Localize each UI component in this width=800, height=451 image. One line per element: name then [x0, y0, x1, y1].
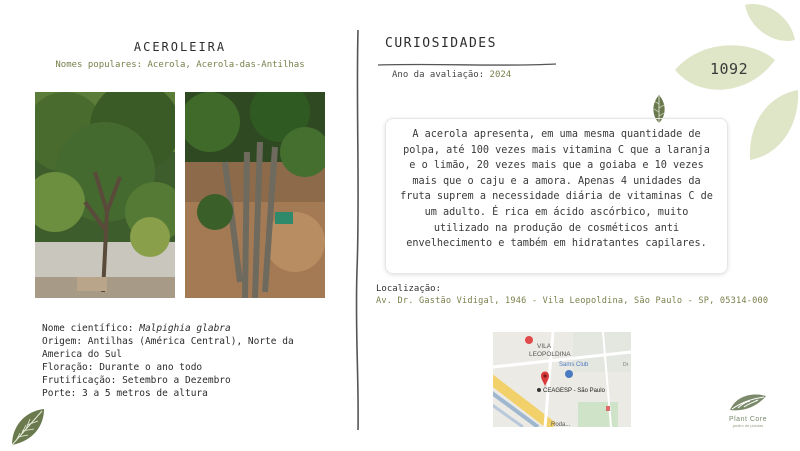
plant-name: ACEROLEIRA: [133, 40, 227, 54]
location-map[interactable]: [493, 332, 631, 427]
brand-tagline: jardim de plantas: [732, 423, 764, 428]
scientific-name-line: Nome científico: Malpighia glabra: [42, 323, 231, 334]
popular-names: Nomes populares: Acerola, Acerola-das-Antilhas: [55, 60, 305, 70]
evaluation-year: Ano da avaliação: 2024: [392, 70, 512, 80]
fruiting: Frutificação: Setembro a Dezembro: [42, 375, 231, 386]
plant-details: [42, 322, 312, 400]
brand-logo: [718, 392, 778, 428]
origin: Origem: Antilhas (América Central), Norte da America do Sul: [42, 336, 294, 360]
year-value: 2024: [489, 70, 512, 80]
leaf-decoration-bottom-left: [8, 405, 48, 451]
map-poi: Sams Club: [559, 362, 589, 368]
map-edge-label: Roda...: [551, 422, 571, 427]
map-pin-label: CEAGESP - São Paulo: [543, 388, 605, 394]
flowering: Floração: Durante o ano todo: [42, 362, 203, 373]
curiosity-card: A acerola apresenta, em uma mesma quantidade de polpa, até 100 vezes mais vitamina C que a laranja e o limão, 20 vezes mais que a goiaba e 10 vezes mais que o caju e a amora. Apenas 4 unidades da fruta suprem a necessidade diária de vitaminas C de um adulto. É rica em ácido ascórbico, muito utilizado na produção de cosméticos anti envelhecimento e também em hidratantes capilares.: [385, 118, 728, 274]
brand-leaf-icon: [728, 392, 768, 412]
location-address: Av. Dr. Gastão Vidigal, 1946 - Vila Leopoldina, São Paulo - SP, 05314-000: [376, 296, 769, 306]
map-right-edge: Dr: [623, 362, 629, 368]
section-title: CURIOSIDADES: [385, 36, 497, 51]
tree-photo: [35, 92, 175, 298]
scientific-name: Malpighia glabra: [139, 323, 231, 334]
badge-number: 1092: [710, 60, 749, 78]
trunk-photo: [185, 92, 325, 298]
map-district-1: VILA: [537, 343, 552, 350]
size: Porte: 3 a 5 metros de altura: [42, 388, 208, 399]
location-label: Localização:: [376, 284, 442, 294]
column-divider: [352, 30, 364, 434]
brand-name: Plant Core: [728, 416, 768, 423]
map-district-2: LEOPOLDINA: [529, 351, 571, 358]
leaf-decoration-top-right: [670, 0, 800, 184]
